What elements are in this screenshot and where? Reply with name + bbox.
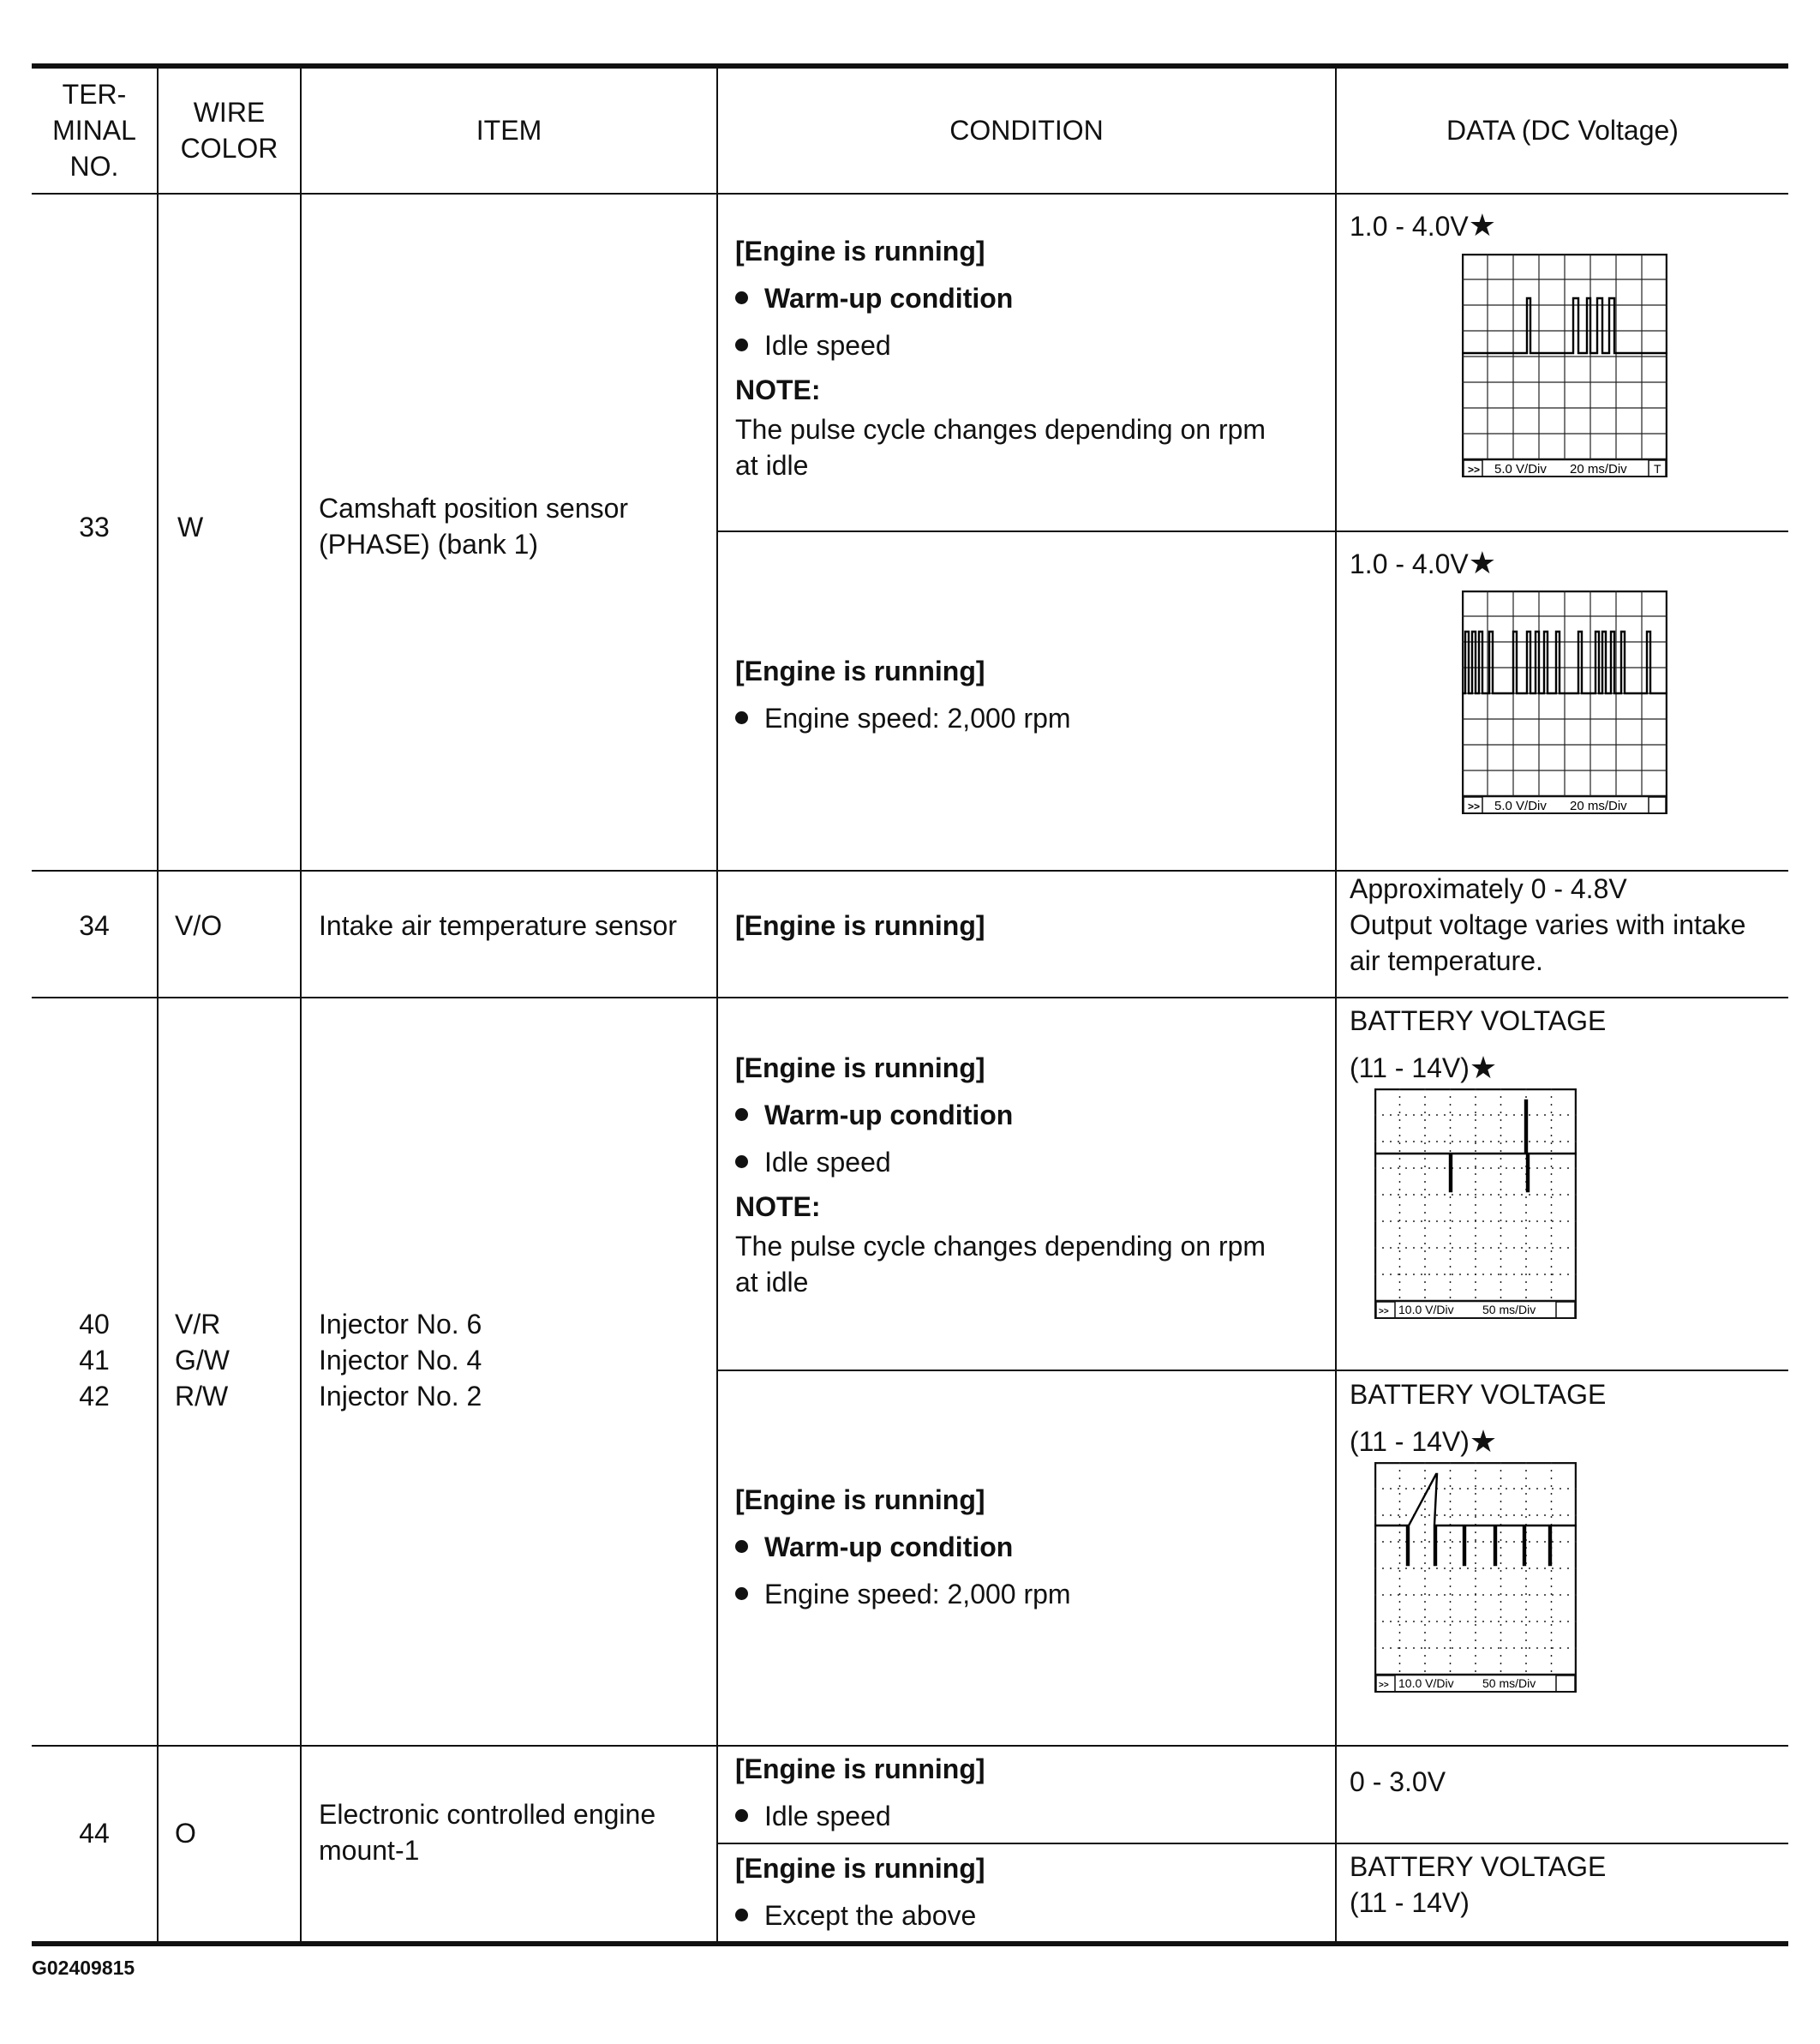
bullet-icon — [735, 711, 748, 724]
bullet-icon — [735, 1587, 748, 1600]
svg-text:5.0 V/Div: 5.0 V/Div — [1494, 462, 1547, 477]
scope-label-box — [1556, 1302, 1575, 1318]
row-40-items: Injector No. 6 Injector No. 4 Injector No. 2 — [319, 1309, 482, 1412]
star-icon: ★ — [1469, 1049, 1498, 1085]
scope-grid — [1462, 254, 1667, 459]
svg-text:T: T — [1654, 462, 1661, 476]
star-icon: ★ — [1469, 1423, 1498, 1459]
row-44-data-2: BATTERY VOLTAGE (11 - 14V) — [1350, 1851, 1607, 1918]
figure-id: G02409815 — [32, 1957, 135, 1979]
col-divider-1 — [157, 67, 159, 1943]
col-divider-3 — [716, 67, 718, 1943]
bullet-item: Idle speed — [735, 1138, 1266, 1185]
row-44-item: Electronic controlled engine mount-1 — [319, 1799, 656, 1866]
header-wire-color: WIRE COLOR — [180, 97, 278, 164]
row-34-terminal: 34 — [79, 910, 110, 941]
bullet-item: Warm-up condition — [735, 1091, 1266, 1138]
bullet-item: Idle speed — [735, 321, 1266, 369]
row-40-condition-2: [Engine is running] Warm-up condition Engine speed: 2,000 rpm — [735, 1476, 1071, 1617]
svg-text:50 ms/Div: 50 ms/Div — [1482, 1676, 1536, 1690]
svg-text:>>: >> — [1468, 800, 1481, 812]
svg-text:50 ms/Div: 50 ms/Div — [1482, 1303, 1536, 1316]
bullet-item: Warm-up condition — [735, 274, 1266, 321]
row-34-wire: V/O — [175, 910, 223, 941]
bullet-icon — [735, 339, 748, 351]
row-34-data: Approximately 0 - 4.8V Output voltage varies with intake air temperature. — [1350, 873, 1746, 976]
oscilloscope-waveform-injector-idle — [1374, 1088, 1577, 1320]
scope-footer-bar — [1463, 796, 1667, 813]
star-icon: ★ — [1468, 545, 1497, 580]
row-33-data-1: 1.0 - 4.0V★ — [1350, 207, 1497, 243]
col-divider-2 — [300, 67, 302, 1943]
col-divider-4 — [1335, 67, 1337, 1943]
row-33-item: Camshaft position sensor (PHASE) (bank 1) — [319, 493, 629, 560]
row-33-wire: W — [177, 512, 204, 542]
row-34-item: Intake air temperature sensor — [319, 910, 677, 941]
svg-text:>>: >> — [1379, 1307, 1389, 1316]
bullet-icon — [735, 1540, 748, 1553]
oscilloscope-waveform-injector-2000rpm — [1374, 1462, 1577, 1693]
row-33-condition-split — [716, 530, 1788, 532]
row-33-data-2: 1.0 - 4.0V★ — [1350, 545, 1497, 580]
scope-grid — [1374, 1088, 1577, 1301]
bullet-item: Except the above — [735, 1891, 985, 1939]
scope-trace — [1374, 1474, 1577, 1565]
scope-footer-bar — [1463, 459, 1667, 477]
row-44-data-1: 0 - 3.0V — [1350, 1766, 1446, 1797]
bullet-item: Engine speed: 2,000 rpm — [735, 1570, 1071, 1617]
table-bottom-border — [32, 1941, 1788, 1946]
svg-text:10.0 V/Div: 10.0 V/Div — [1398, 1303, 1454, 1316]
row-40-wires: V/R G/W R/W — [175, 1309, 230, 1412]
oscilloscope-waveform-camshaft-2000rpm — [1462, 590, 1667, 815]
bullet-icon — [735, 1909, 748, 1921]
bullet-item: Warm-up condition — [735, 1523, 1071, 1570]
header-terminal-no: TER- MINAL NO. — [52, 79, 136, 182]
svg-text:5.0 V/Div: 5.0 V/Div — [1494, 799, 1547, 813]
bullet-item: Idle speed — [735, 1792, 985, 1839]
scope-trace — [1374, 1100, 1577, 1191]
svg-text:>>: >> — [1379, 1681, 1389, 1690]
row-33-terminal: 33 — [79, 512, 110, 542]
svg-text:20 ms/Div: 20 ms/Div — [1570, 799, 1627, 813]
oscilloscope-waveform-camshaft-idle — [1462, 254, 1667, 478]
row-40-terminals: 40 41 42 — [79, 1309, 110, 1412]
svg-text:10.0 V/Div: 10.0 V/Div — [1398, 1676, 1454, 1690]
row-40-data-1: BATTERY VOLTAGE (11 - 14V) ★ — [1350, 1004, 1607, 1085]
bullet-icon — [735, 1809, 748, 1822]
row-40-condition-split — [716, 1370, 1788, 1371]
scope-label-box — [1649, 797, 1666, 813]
scope-grid — [1374, 1462, 1577, 1675]
row-44-wire: O — [175, 1818, 196, 1849]
row-44-condition-1: [Engine is running] Idle speed — [735, 1745, 985, 1839]
header-item: ITEM — [476, 115, 542, 146]
svg-text:>>: >> — [1468, 464, 1481, 476]
svg-text:20 ms/Div: 20 ms/Div — [1570, 462, 1627, 477]
row-33-condition-2: [Engine is running] Engine speed: 2,000 rpm — [735, 647, 1071, 741]
bullet-icon — [735, 291, 748, 304]
header-data: DATA (DC Voltage) — [1446, 115, 1679, 146]
bullet-icon — [735, 1108, 748, 1121]
bullet-item: Engine speed: 2,000 rpm — [735, 694, 1071, 741]
row-40-data-2: BATTERY VOLTAGE (11 - 14V) ★ — [1350, 1378, 1607, 1459]
row-44-terminal: 44 — [79, 1818, 110, 1849]
row-40-condition-1: [Engine is running] Warm-up condition Idle speed NOTE: The pulse cycle changes depending on rpm at idle — [735, 1052, 1266, 1298]
row-44-condition-2: [Engine is running] Except the above — [735, 1844, 985, 1939]
scope-label-box — [1556, 1675, 1575, 1692]
bullet-icon — [735, 1155, 748, 1168]
row-34-condition: [Engine is running] — [735, 910, 985, 941]
row-33-condition-1: [Engine is running] Warm-up condition Idle speed NOTE: The pulse cycle changes depending on rpm at idle — [735, 235, 1266, 481]
star-icon: ★ — [1468, 207, 1497, 243]
header-condition: CONDITION — [949, 115, 1104, 146]
